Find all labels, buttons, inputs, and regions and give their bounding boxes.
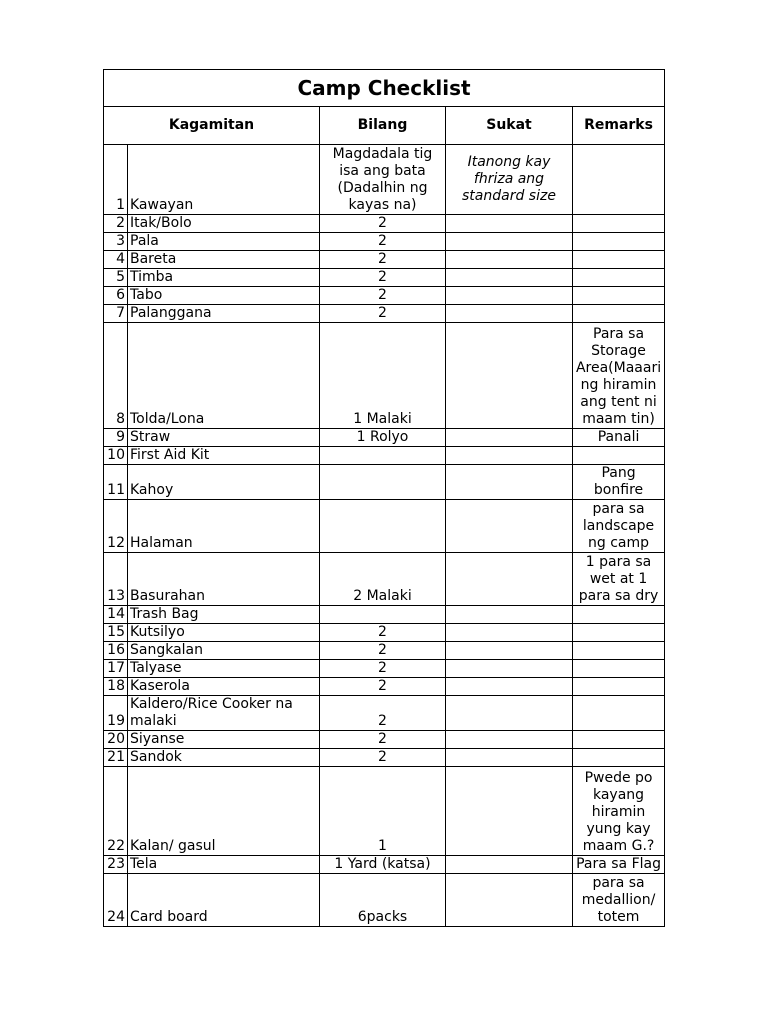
- item-remarks: [573, 145, 665, 215]
- item-quantity: 1 Malaki: [320, 323, 446, 429]
- item-remarks: [573, 269, 665, 287]
- item-size: [446, 874, 573, 927]
- item-quantity: [320, 465, 446, 500]
- row-number: 2: [104, 215, 128, 233]
- item-quantity: 2: [320, 251, 446, 269]
- item-remarks: para sa medallion/ totem: [573, 874, 665, 927]
- item-name: Basurahan: [128, 553, 320, 606]
- item-remarks: Pwede po kayang hiramin yung kay maam G.?: [573, 767, 665, 856]
- item-name: Sangkalan: [128, 642, 320, 660]
- item-name: Kaserola: [128, 678, 320, 696]
- item-size: [446, 749, 573, 767]
- item-quantity: 2: [320, 642, 446, 660]
- item-quantity: 2: [320, 749, 446, 767]
- table-row: [104, 429, 665, 447]
- item-remarks: Para sa Flag: [573, 856, 665, 874]
- row-number: 17: [104, 660, 128, 678]
- item-name: Straw: [128, 429, 320, 447]
- item-remarks: Para sa Storage Area(Maaari ng hiramin ang tent ni maam tin): [573, 323, 665, 429]
- item-quantity: [320, 447, 446, 465]
- item-name: First Aid Kit: [128, 447, 320, 465]
- item-name: Itak/Bolo: [128, 215, 320, 233]
- header-row: [104, 107, 665, 145]
- item-name: Kutsilyo: [128, 624, 320, 642]
- item-quantity: 2 Malaki: [320, 553, 446, 606]
- item-size: [446, 856, 573, 874]
- item-remarks: [573, 215, 665, 233]
- item-remarks: Panali: [573, 429, 665, 447]
- checklist-body: [104, 70, 665, 927]
- table-row: [104, 323, 665, 429]
- table-row: [104, 251, 665, 269]
- item-name: Bareta: [128, 251, 320, 269]
- item-quantity: 2: [320, 678, 446, 696]
- table-row: [104, 624, 665, 642]
- header-size: Sukat: [446, 107, 573, 145]
- table-row: [104, 696, 665, 731]
- row-number: 16: [104, 642, 128, 660]
- item-size: [446, 642, 573, 660]
- item-quantity: 2: [320, 233, 446, 251]
- checklist-table: [103, 69, 665, 927]
- item-quantity: 2: [320, 624, 446, 642]
- row-number: 15: [104, 624, 128, 642]
- row-number: 18: [104, 678, 128, 696]
- item-quantity: 6packs: [320, 874, 446, 927]
- table-row: [104, 269, 665, 287]
- item-quantity: 2: [320, 731, 446, 749]
- item-quantity: 2: [320, 696, 446, 731]
- header-remarks: Remarks: [573, 107, 665, 145]
- table-row: [104, 874, 665, 927]
- item-size: Itanong kay fhriza ang standard size: [446, 145, 573, 215]
- table-row: [104, 305, 665, 323]
- row-number: 8: [104, 323, 128, 429]
- item-remarks: [573, 624, 665, 642]
- table-row: [104, 145, 665, 215]
- row-number: 22: [104, 767, 128, 856]
- item-remarks: para sa landscape ng camp: [573, 500, 665, 553]
- row-number: 5: [104, 269, 128, 287]
- item-size: [446, 269, 573, 287]
- row-number: 7: [104, 305, 128, 323]
- row-number: 6: [104, 287, 128, 305]
- item-quantity: [320, 500, 446, 553]
- row-number: 14: [104, 606, 128, 624]
- item-size: [446, 767, 573, 856]
- row-number: 1: [104, 145, 128, 215]
- table-row: [104, 731, 665, 749]
- item-quantity: [320, 606, 446, 624]
- item-name: Tela: [128, 856, 320, 874]
- item-quantity: 1: [320, 767, 446, 856]
- table-row: [104, 233, 665, 251]
- item-remarks: [573, 447, 665, 465]
- table-row: [104, 287, 665, 305]
- table-row: [104, 642, 665, 660]
- item-size: [446, 233, 573, 251]
- item-quantity: Magdadala tig isa ang bata (Dadalhin ng kayas na): [320, 145, 446, 215]
- table-row: [104, 553, 665, 606]
- item-size: [446, 305, 573, 323]
- item-remarks: 1 para sa wet at 1 para sa dry: [573, 553, 665, 606]
- row-number: 23: [104, 856, 128, 874]
- item-size: [446, 251, 573, 269]
- table-row: [104, 465, 665, 500]
- sheet-title: Camp Checklist: [104, 70, 665, 107]
- row-number: 20: [104, 731, 128, 749]
- item-quantity: 2: [320, 660, 446, 678]
- item-size: [446, 215, 573, 233]
- item-name: Kaldero/Rice Cooker na malaki: [128, 696, 320, 731]
- item-size: [446, 678, 573, 696]
- row-number: 12: [104, 500, 128, 553]
- item-remarks: Pang bonfire: [573, 465, 665, 500]
- item-size: [446, 660, 573, 678]
- item-size: [446, 287, 573, 305]
- row-number: 10: [104, 447, 128, 465]
- item-size: [446, 500, 573, 553]
- item-size: [446, 465, 573, 500]
- item-remarks: [573, 287, 665, 305]
- item-name: Kawayan: [128, 145, 320, 215]
- table-row: [104, 606, 665, 624]
- item-remarks: [573, 696, 665, 731]
- item-remarks: [573, 251, 665, 269]
- item-remarks: [573, 660, 665, 678]
- item-name: Tolda/Lona: [128, 323, 320, 429]
- item-name: Tabo: [128, 287, 320, 305]
- item-size: [446, 731, 573, 749]
- table-row: [104, 767, 665, 856]
- item-remarks: [573, 305, 665, 323]
- table-row: [104, 660, 665, 678]
- table-row: [104, 678, 665, 696]
- item-name: Kahoy: [128, 465, 320, 500]
- item-name: Talyase: [128, 660, 320, 678]
- table-row: [104, 447, 665, 465]
- item-quantity: 1 Yard (katsa): [320, 856, 446, 874]
- item-quantity: 2: [320, 269, 446, 287]
- row-number: 19: [104, 696, 128, 731]
- item-name: Timba: [128, 269, 320, 287]
- item-name: Halaman: [128, 500, 320, 553]
- item-size: [446, 624, 573, 642]
- item-remarks: [573, 233, 665, 251]
- item-quantity: 2: [320, 287, 446, 305]
- item-name: Palanggana: [128, 305, 320, 323]
- item-name: Trash Bag: [128, 606, 320, 624]
- item-name: Card board: [128, 874, 320, 927]
- header-qty: Bilang: [320, 107, 446, 145]
- item-remarks: [573, 642, 665, 660]
- table-row: [104, 215, 665, 233]
- item-remarks: [573, 678, 665, 696]
- table-row: [104, 856, 665, 874]
- table-row: [104, 749, 665, 767]
- item-size: [446, 696, 573, 731]
- row-number: 13: [104, 553, 128, 606]
- item-remarks: [573, 606, 665, 624]
- item-remarks: [573, 749, 665, 767]
- row-number: 4: [104, 251, 128, 269]
- item-size: [446, 606, 573, 624]
- item-size: [446, 447, 573, 465]
- row-number: 3: [104, 233, 128, 251]
- table-row: [104, 500, 665, 553]
- item-quantity: 2: [320, 215, 446, 233]
- item-name: Pala: [128, 233, 320, 251]
- item-size: [446, 429, 573, 447]
- item-size: [446, 553, 573, 606]
- row-number: 21: [104, 749, 128, 767]
- row-number: 11: [104, 465, 128, 500]
- row-number: 9: [104, 429, 128, 447]
- row-number: 24: [104, 874, 128, 927]
- item-name: Sandok: [128, 749, 320, 767]
- item-quantity: 1 Rolyo: [320, 429, 446, 447]
- title-row: [104, 70, 665, 107]
- header-item: Kagamitan: [104, 107, 320, 145]
- item-quantity: 2: [320, 305, 446, 323]
- item-size: [446, 323, 573, 429]
- item-name: Siyanse: [128, 731, 320, 749]
- item-name: Kalan/ gasul: [128, 767, 320, 856]
- item-remarks: [573, 731, 665, 749]
